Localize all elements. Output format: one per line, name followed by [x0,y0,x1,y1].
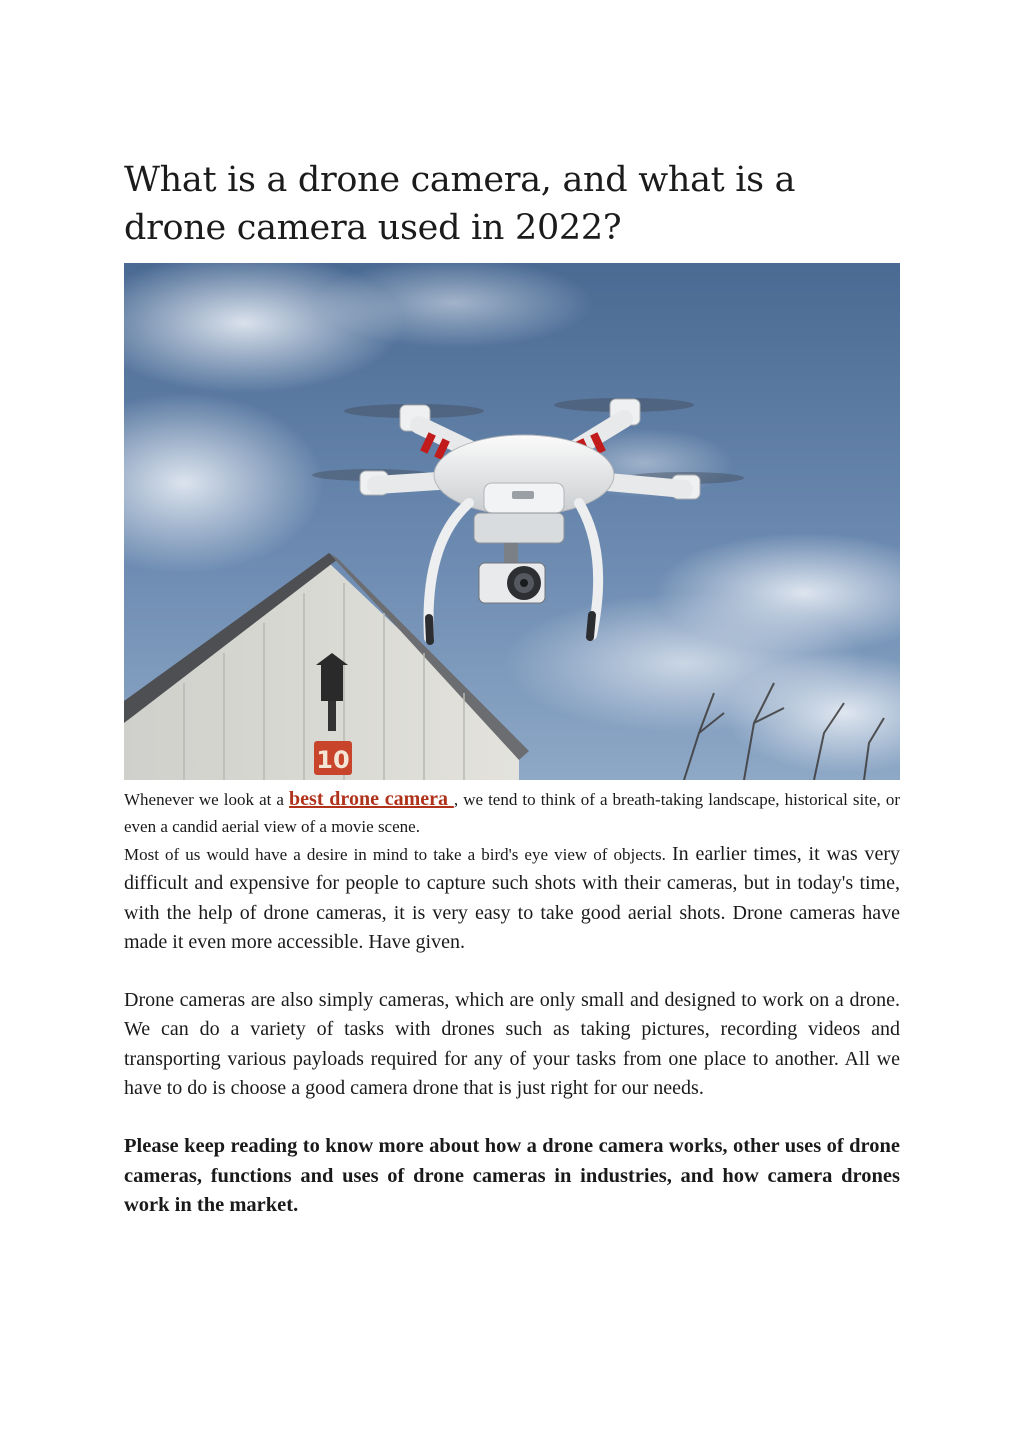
drone-photo [124,263,900,780]
paragraph-keep-reading: Please keep reading to know more about how a drone camera works, other uses of drone cameras, functions and uses of drone cameras in industries, and how camera drones work in the market. [124,1135,900,1217]
paragraph-birds-eye: Most of us would have a desire in mind to take a bird's eye view of objects. In earlier times, it was very difficult and expensive for people to capture such shots with their cameras, but in today's time, with the help of drone cameras, it is very easy to take good aerial shots. Drone cameras have made it even more accessible. Have given. [124,843,900,953]
article-title: What is a drone camera, and what is a drone camera used in 2022? [124,160,796,248]
house-number: 10 [316,746,350,774]
best-drone-camera-link[interactable]: best drone camera [289,788,454,810]
article-body [124,786,900,1221]
paragraph-drone-cameras: Drone cameras are also simply cameras, which are only small and designed to work on a drone. We can do a variety of tasks with drones such as taking pictures, recording videos and transporting various payloads required for any of your tasks from one place to another. All we have to do is choose a good camera drone that is just right for our needs. [124,989,900,1100]
paragraph-intro: Whenever we look at a best drone camera , we tend to think of a breath-taking landscape, historical site, or even a candid aerial view of a movie scene. [124,788,901,836]
